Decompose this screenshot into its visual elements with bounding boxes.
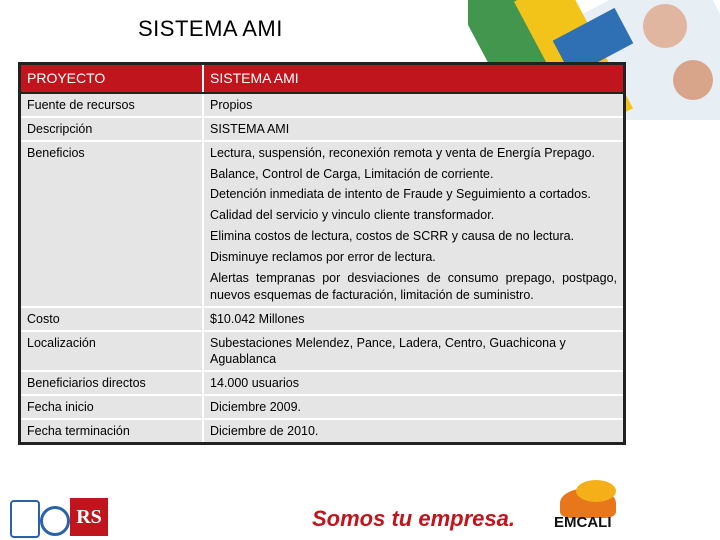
project-info-table — [18, 62, 626, 445]
benefits-list — [203, 141, 625, 307]
header-label: PROYECTO — [20, 64, 204, 93]
footer-slogan: Somos tu empresa. — [312, 506, 515, 531]
table-row — [20, 117, 625, 141]
benefit-item: Detención inmediata de intento de Fraude y Seguimiento a cortados. — [210, 187, 591, 202]
row-label: Localización — [20, 331, 204, 372]
row-label: Beneficiarios directos — [20, 371, 204, 395]
row-value: Subestaciones Melendez, Pance, Ladera, Centro, Guachicona y Aguablanca — [203, 331, 625, 372]
benefit-item: Lectura, suspensión, reconexión remota y venta de Energía Prepago. — [210, 145, 595, 160]
row-value: Diciembre de 2010. — [203, 419, 625, 443]
certification-icon — [10, 500, 40, 538]
header-value: SISTEMA AMI — [203, 64, 625, 93]
row-label: Beneficios — [20, 141, 204, 307]
emcali-logo — [548, 476, 718, 540]
table-header-row — [20, 64, 625, 93]
row-value: 14.000 usuarios — [203, 371, 625, 395]
row-value: Diciembre 2009. — [203, 395, 625, 419]
footer-certification-logos — [10, 498, 100, 536]
table-row — [20, 307, 625, 331]
table-row — [20, 395, 625, 419]
row-label: Fecha terminación — [20, 419, 204, 443]
table-row — [20, 419, 625, 443]
table-row — [20, 93, 625, 117]
table-row — [20, 331, 625, 372]
benefit-item: Alertas tempranas por desviaciones de consumo prepago, postpago, nuevos esquemas de facturación, limitación de suministro. — [210, 270, 617, 302]
benefit-item: Disminuye reclamos por error de lectura. — [210, 250, 436, 265]
rs-logo: RS — [70, 498, 108, 536]
slide-title: SISTEMA AMI — [138, 16, 283, 41]
row-label: Fecha inicio — [20, 395, 204, 419]
table-row — [20, 141, 625, 307]
row-label: Costo — [20, 307, 204, 331]
row-value: Propios — [203, 93, 625, 117]
row-label: Fuente de recursos — [20, 93, 204, 117]
row-value: SISTEMA AMI — [203, 117, 625, 141]
quality-seal-icon — [40, 506, 70, 536]
benefit-item: Balance, Control de Carga, Limitación de corriente. — [210, 166, 494, 181]
benefit-item: Calidad del servicio y vinculo cliente transformador. — [210, 208, 495, 223]
row-label: Descripción — [20, 117, 204, 141]
benefit-item: Elimina costos de lectura, costos de SCRR y causa de no lectura. — [210, 229, 575, 244]
row-value: $10.042 Millones — [203, 307, 625, 331]
table-row — [20, 371, 625, 395]
emcali-wordmark: EMCALI — [554, 514, 612, 531]
